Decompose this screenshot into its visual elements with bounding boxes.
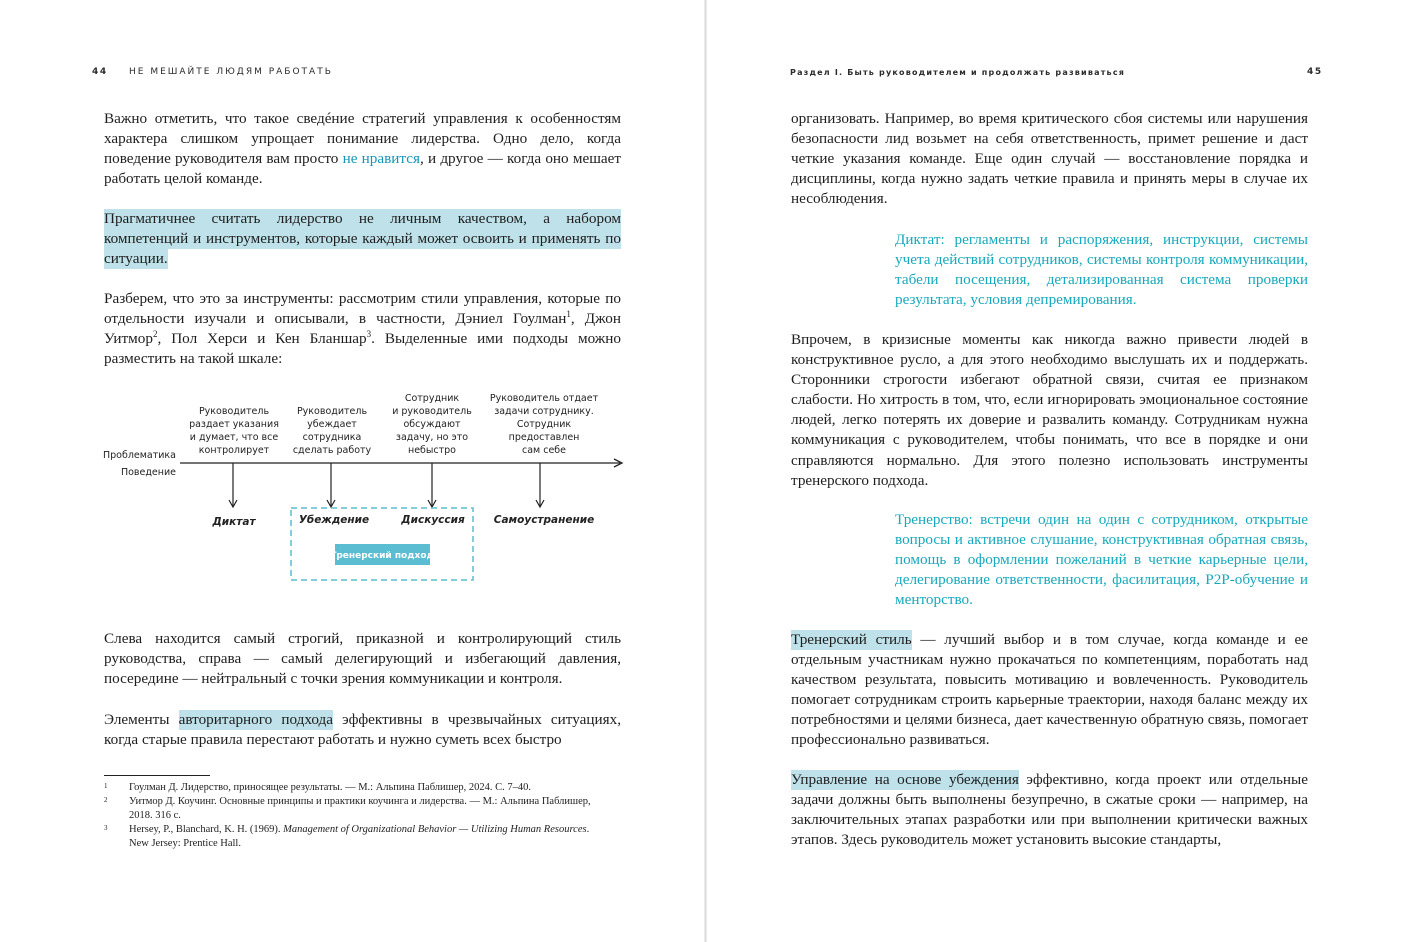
paragraph-scale-description: Слева находится самый строгий, приказной и контролирующий стиль руководства, справа — самый делегирующий и избегающий давления, посередине — нейтральный с точки зрения коммуникации и контроля. [104,630,621,688]
paragraph-text: — лучший выбор и в том случае, когда команде и ее отдельным участникам нужно прокачаться по компетенциям, поработать над качеством результата, повысить мотивацию и вовлеченность. Руководитель помогает сотрудникам строить карьерные траектории, находя баланс между их потребностями и целями бизнеса, дает качественную обратную связь, помогает профессионально развиваться. [791,631,1308,749]
paragraph-text: Важно отметить, что такое сведéние стратегий управления к особенностям характера слишком упрощает понимание лидерства. Одно дело, когда поведение руководителя вам просто [104,110,621,168]
paragraph-authoritarian [104,710,621,750]
paragraph-text: эффективно, когда проект или отдельные задачи должны быть выполнены безупречно, в сжатые сроки — например, на заключительных этапах разработки или при выполнении критически важных этапов. Здесь руководитель может установить высокие стандарты, [791,771,1308,849]
right-page [707,0,1410,942]
footnote-book-title: Management of Organizational Behavior — Utilizing Human Resources [283,824,587,835]
style-persuasion: Убеждение [298,514,370,526]
desc-dictate-3: и думает, что все [189,432,279,443]
text-highlight[interactable]: Управление на основе убеждения [791,771,1019,788]
desc-self-removal-5: сам себе [521,445,567,456]
style-dictate: Диктат [212,516,256,528]
page-number-right: 45 [1307,67,1323,77]
footnote-text: Hersey, P., Blanchard, K. H. (1969). [129,824,284,835]
desc-self-removal-4: предоставлен [508,432,580,443]
paragraph-text: Элементы [104,711,179,728]
style-discussion: Дискуссия [401,514,465,526]
footnote-text: Уитмор Д. Коучинг. Основные принципы и практики коучинга и лидерства. — М.: Альпина Паблишер, 2018. 316 с. [129,796,591,821]
text-highlight[interactable]: авторитарного подхода [178,711,334,728]
footnote-number: 2 [104,796,108,804]
footnote-text: . New Jersey: Prentice Hall. [129,824,590,849]
desc-self-removal-3: Сотрудник [516,419,572,430]
footnote-3 [104,823,604,851]
desc-self-removal-2: задачи сотруднику. [494,406,594,417]
paragraph-text: , Джон Уитмор [104,310,621,348]
axis-label-behavior: Поведение [120,467,176,478]
footnotes [104,781,604,851]
highlighted-paragraph [104,209,621,269]
desc-persuasion-1: Руководитель [296,406,368,417]
footnote-ref[interactable]: 1 [566,309,571,320]
style-self-removal: Самоустранение [493,514,595,526]
desc-persuasion-3: сотрудника [302,432,362,443]
callout-dictate: Диктат: регламенты и распоряжения, инструкции, системы учета действий сотрудников, системы контроля коммуникации, табели посещения, детализированная система проверки результата, условия депремирования. [895,231,1308,309]
paragraph-continuation: организовать. Например, во время критического сбоя системы или нарушения безопасности лид возьмет на себя ответственность, примет решение и даст четкие указания команде. Еще один случай — восстановление порядка и дисциплины, когда нужно задать четкие правила и принять меры в случае их несоблюдения. [791,110,1308,208]
footnote-1 [104,781,604,795]
coaching-approach-label: Тренерский подход [330,551,434,561]
footnote-number: 3 [104,824,108,832]
leadership-scale-diagram [96,388,636,588]
axis-label-problem: Проблематика [102,450,176,461]
desc-dictate-2: раздает указания [189,419,279,430]
desc-self-removal-1: Руководитель отдает [489,393,599,404]
running-title-left: НЕ МЕШАЙТЕ ЛЮДЯМ РАБОТАТЬ [129,67,333,77]
page-number-left: 44 [92,67,108,77]
footnote-2 [104,795,604,823]
paragraph-text: , Пол Херси и Кен Бланшар [157,330,367,348]
paragraph-text: эффективны в чрезвычайных ситуациях, когда старые правила перестают работать и нужно суметь всех быстро [104,711,621,749]
running-title-right: Раздел I. Быть руководителем и продолжать развиваться [790,68,1126,77]
desc-discussion-4: задачу, но это [395,432,469,443]
paragraph-intro [104,109,621,189]
paragraph-text: , и другое — когда оно мешает работать целой команде. [104,150,622,188]
callout-coaching: Тренерство: встречи один на один с сотрудником, открытые вопросы и активное слушание, конструктивная обратная связь, помощь в оформлении пожеланий в четкие карьерные цели, делегирование ответственности, фасилитация, P2P-обучение и менторство. [895,511,1308,609]
desc-discussion-5: небыстро [407,445,457,456]
text-highlight[interactable]: Тренерский стиль [791,631,912,648]
paragraph-tools [104,289,621,369]
desc-persuasion-2: убеждает [307,419,357,430]
inline-link[interactable]: не нравится [342,150,420,168]
desc-discussion-2: и руководитель [392,406,472,417]
desc-dictate-1: Руководитель [198,406,270,417]
footnote-ref[interactable]: 2 [152,329,158,340]
footnote-ref[interactable]: 3 [366,329,372,340]
footnote-divider [104,775,210,776]
paragraph-coaching-style [791,630,1308,751]
paragraph-text: . Выделенные ими подходы можно разместить на такой шкале: [104,330,622,368]
desc-discussion-3: обсуждают [403,419,461,430]
desc-discussion-1: Сотрудник [404,393,460,404]
paragraph-crisis: Впрочем, в кризисные моменты как никогда важно привести людей в конструктивное русло, а для этого необходимо выслушать их и поддержать. Сторонники строгости избегают обратной связи, считая ее признаком слабости. Но хитрость в том, что, если игнорировать эмоциональное состояние людей, легко потерять их доверие и развалить команду. Сотрудникам нужна коммуникация с руководителем, чтобы понимать, что все в порядке и они справляются нормально. Для этого полезно использовать инструменты тренерского подхода. [791,331,1308,489]
footnote-text: Гоулман Д. Лидерство, приносящее результаты. — М.: Альпина Паблишер, 2024. С. 7–40. [129,782,532,793]
footnote-number: 1 [104,782,108,790]
desc-dictate-4: контролирует [198,445,270,456]
paragraph-text: Разберем, что это за инструменты: рассмотрим стили управления, которые по отдельности изучали и описывали, в частности, Дэниел Гоулман [104,290,621,328]
paragraph-persuasion [791,770,1308,850]
text-highlight[interactable]: Прагматичнее считать лидерство не личным качеством, а набором компетенций и инструментов, которые каждый может освоить и применять по ситуации. [104,210,621,268]
desc-persuasion-4: сделать работу [292,445,372,456]
